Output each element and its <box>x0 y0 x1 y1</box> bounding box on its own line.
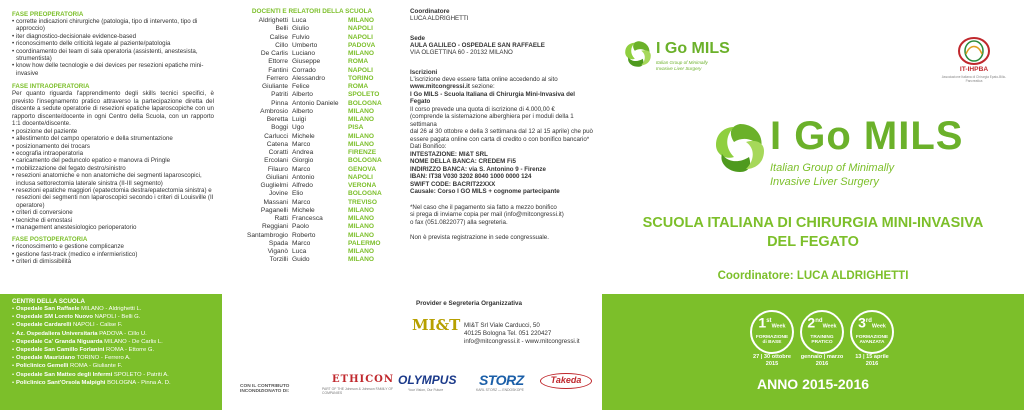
docente-city: ROMA <box>348 83 369 90</box>
week-type: FORMAZIONE <box>755 334 789 340</box>
list-item: • caricamento del peduncolo epatico e manovra di Pringle <box>12 157 214 164</box>
centro-detail: MILANO - De Carlis L. <box>104 338 163 345</box>
centro-name: Ospedale Mauriziano <box>16 355 75 362</box>
table-row <box>236 17 384 25</box>
docente-name: Guido <box>292 256 310 264</box>
centro-name: Az. Ospedaliera Universitaria <box>16 330 98 337</box>
table-row <box>236 166 384 174</box>
logo-big-sub <box>770 162 894 189</box>
docente-surname: Cillo <box>275 41 288 49</box>
ethicon-sub: PART OF THE Johnson & Johnson FAMILY OF COMPANIES <box>322 387 394 395</box>
storz-logo: STORZ <box>479 372 524 388</box>
centro-name: Ospedale San Raffaele <box>16 306 80 312</box>
docente-name: Elio <box>292 190 303 198</box>
isc-site-link[interactable]: www.mitcongressi.it <box>410 83 470 90</box>
docente-name: Paolo <box>292 223 309 231</box>
centro-name: Policlinico Sant'Orsola Malpighi <box>16 379 106 386</box>
olympus-logo: OLYMPUS <box>398 373 457 387</box>
docente-city: TREVISO <box>348 198 377 206</box>
table-row <box>236 174 384 182</box>
note-line: o fax (051.0822077) alla segreteria. <box>410 218 508 226</box>
list-item: • resezioni anatomiche e non anatomiche dei segmenti laparoscopici, inclusa settorectomia laterale sinistra (II-III segmento) <box>12 172 214 187</box>
docente-surname: Ferrero <box>266 74 288 82</box>
table-row <box>236 232 384 240</box>
isc-site-suffix: sezione: <box>469 83 495 90</box>
table-row <box>236 207 384 215</box>
week-1-badge <box>750 310 794 354</box>
docente-city: MILANO <box>348 140 375 148</box>
docente-surname: Reggiani <box>261 223 288 231</box>
docente-surname: Giuliante <box>261 83 288 90</box>
docente-city: MILANO <box>348 107 375 115</box>
ithpba-logo <box>934 36 1014 96</box>
table-row <box>236 50 384 58</box>
docente-surname: Paganelli <box>260 206 288 214</box>
week-label: Week <box>771 323 786 330</box>
docente-city: VERONA <box>348 182 377 189</box>
postop-heading: FASE POSTOPERATORIA <box>12 236 88 244</box>
docente-name: Michele <box>292 132 315 140</box>
docente-city: MILANO <box>348 256 375 264</box>
week-type: PRATICO <box>811 340 833 346</box>
olympus-sub: Your Vision, Our Future <box>408 388 444 392</box>
centro-name: Policlinico Gemelli <box>16 363 69 370</box>
docente-name: Francesca <box>292 215 323 222</box>
docente-city: MILANO <box>348 206 375 214</box>
sponsor-label: CON IL CONTRIBUTO INCONDIZIONATO DI: <box>240 384 290 394</box>
docente-surname: Ambrosio <box>260 107 288 115</box>
centro-item <box>12 321 216 329</box>
week-year: 2016 <box>865 360 879 367</box>
docente-surname: Torzilli <box>269 256 288 264</box>
docente-surname: Filauro <box>267 165 288 173</box>
table-row <box>236 108 384 116</box>
docente-city: NAPOLI <box>348 173 373 181</box>
bank-line: INDIRIZZO BANCA: via S. Antonino 9 - Firenze <box>410 165 546 173</box>
table-row <box>236 91 384 99</box>
provider-info <box>464 322 580 346</box>
table-row <box>236 25 384 33</box>
isc-text: Il corso prevede una quota di iscrizione di 4.000,00 € <box>410 105 555 113</box>
docente-surname: Santambrogio <box>246 231 288 239</box>
centri-list <box>12 305 216 387</box>
centro-detail: BOLOGNA - Pinna A. D. <box>107 379 171 386</box>
docente-city: FIRENZE <box>348 149 377 156</box>
list-item: • allestimento del campo operatorio e della strumentazione <box>12 135 214 142</box>
docente-surname: Catena <box>266 140 288 148</box>
docente-name: Marco <box>292 140 311 148</box>
week-type: di BASE <box>762 340 782 346</box>
takeda-logo: Takeda <box>540 373 592 389</box>
centro-detail: NAPOLI - Belli G. <box>94 314 141 321</box>
docente-name: Roberto <box>292 231 316 239</box>
igomils-big-logo <box>710 114 1010 208</box>
docente-surname: Pinna <box>271 99 288 107</box>
centro-detail: ROMA - Giuliante F. <box>70 363 123 370</box>
table-row <box>236 75 384 83</box>
provider-heading: Provider e Segreteria Organizzativa <box>416 300 523 307</box>
week-3-dates <box>842 354 902 367</box>
centro-item <box>12 313 216 321</box>
docente-surname: Coratti <box>268 149 288 156</box>
isc-text: essere pagata online con carta di credito o con bonifico bancario* <box>410 135 590 143</box>
isc-text: Dati Bonifico: <box>410 143 447 150</box>
docente-name: Umberto <box>292 41 318 49</box>
centro-item <box>12 330 216 338</box>
week-num: 2 <box>807 314 816 331</box>
bank-line: NOME DELLA BANCA: CREDEM Fi5 <box>410 158 516 165</box>
docente-surname: Viganò <box>267 248 288 255</box>
swirl-icon <box>622 38 654 70</box>
note-line: *Nel caso che il pagamento sia fatto a mezzo bonifico <box>410 203 557 211</box>
logo-small-sub2: Invasive Liver Surgery <box>656 65 702 71</box>
docente-name: Marco <box>292 198 311 206</box>
note-line: Non è prevista registrazione in sede congressuale. <box>410 234 549 241</box>
docente-name: Michele <box>292 206 315 214</box>
docente-city: TORINO <box>348 74 374 82</box>
table-row <box>236 215 384 223</box>
week-date: 13 | 15 aprile <box>855 354 889 360</box>
list-item: • riconoscimento delle criticità legate al paziente/patologia <box>12 40 214 47</box>
table-row <box>236 240 384 248</box>
centro-name: Ospedale SM Loreto Nuovo <box>16 314 93 321</box>
docenti-heading: DOCENTI E RELATORI DELLA SCUOLA <box>251 8 373 15</box>
centro-detail: PADOVA - Cillo U. <box>99 330 147 337</box>
sede-label: Sede <box>410 34 426 42</box>
mit-logo-text: MI&T <box>412 316 461 334</box>
docente-name: Alfredo <box>292 182 313 189</box>
docente-surname: Carlucci <box>264 132 288 140</box>
anno-label: ANNO 2015-2016 <box>756 376 870 392</box>
ithpba-emblem-icon <box>956 36 992 66</box>
docente-city: MILANO <box>348 50 375 57</box>
mit-logo <box>412 316 461 340</box>
iscrizioni-label: Iscrizioni <box>410 68 438 76</box>
intraop-list <box>12 128 214 232</box>
bank-line: INTESTAZIONE: MI&T SRL <box>410 150 488 158</box>
centro-item <box>12 371 216 379</box>
coordinatore-label: Coordinatore <box>410 8 450 15</box>
week-label: Week <box>822 323 837 330</box>
docente-city: BOLOGNA <box>348 99 382 107</box>
swirl-icon <box>710 118 770 178</box>
table-row <box>236 223 384 231</box>
docente-city: NAPOLI <box>348 33 373 41</box>
cover-green-band <box>602 294 1024 410</box>
docente-city: MILANO <box>348 223 375 231</box>
table-row <box>236 133 384 141</box>
centro-item <box>12 379 216 387</box>
docenti-table <box>236 17 384 265</box>
list-item: • corrette indicazioni chirurgiche (patologia, tipo di intervento, tipo di approccio) <box>12 18 214 33</box>
docente-city: BOLOGNA <box>348 157 382 165</box>
centro-detail: MILANO - Aldrighetti L. <box>81 306 142 312</box>
docente-city: NAPOLI <box>348 66 373 74</box>
sponsor-bar <box>222 370 602 410</box>
logo-small-sub1: Italian Group of Minimally <box>656 60 708 65</box>
docente-name: Marco <box>292 239 311 247</box>
docente-name: Alberto <box>292 91 313 99</box>
provider-line: 40125 Bologna Tel. 051 220427 <box>464 330 552 337</box>
logo-small-title: I Go MILS <box>656 40 730 57</box>
centro-detail: SPOLETO - Patriti A. <box>113 371 169 378</box>
table-row <box>236 199 384 207</box>
docente-name: Andrea <box>292 149 314 156</box>
list-item: • ecografia intraoperatoria <box>12 150 214 157</box>
isc-course: I Go MILS - Scuola Italiana di Chirurgia Mini-Invasiva del Fegato <box>410 90 576 105</box>
docente-surname: Ratti <box>274 215 288 222</box>
note-line: si prega di inviarne copia per mail (info@mitcongressi.it) <box>410 211 564 218</box>
docente-surname: Patriti <box>271 91 288 99</box>
docente-city: GENOVA <box>348 165 377 173</box>
docente-surname: Guglielmi <box>260 182 288 189</box>
docente-city: MILANO <box>348 17 375 24</box>
list-item: • tecniche di emostasi <box>12 217 214 224</box>
school-title-line2: DEL FEGATO <box>767 234 859 250</box>
docente-name: Marco <box>292 165 311 173</box>
table-row <box>236 157 384 165</box>
docente-city: MILANO <box>348 116 375 123</box>
docente-city: PADOVA <box>348 41 376 49</box>
docente-name: Luca <box>292 17 307 24</box>
centro-detail: ROMA - Ettorre G. <box>106 347 155 354</box>
ethicon-logo: ETHICON <box>332 374 394 385</box>
docente-city: MILANO <box>348 215 375 222</box>
table-row <box>236 100 384 108</box>
docente-name: Corrado <box>292 66 316 74</box>
docente-name: Antonio <box>292 173 315 181</box>
centro-name: Ospedale San Matteo degli Infermi <box>16 371 113 378</box>
docente-name: Giulio <box>292 25 309 33</box>
centro-name: Ospedale Cardarelli <box>16 322 72 329</box>
table-row <box>236 149 384 157</box>
week-3-badge <box>850 310 894 354</box>
coordinatore-name: LUCA ALDRIGHETTI <box>410 15 469 22</box>
provider-line: MI&T Srl Viale Carducci, 50 <box>464 322 540 329</box>
list-item: • mobilizzazione del fegato destro/sinistro <box>12 165 214 172</box>
docente-city: SPOLETO <box>348 91 380 99</box>
docente-surname: Fantini <box>268 66 288 74</box>
list-item: • gestione fast-track (medico e infermieristico) <box>12 251 214 258</box>
table-row <box>236 34 384 42</box>
isc-text: L'iscrizione deve essere fatta online accedendo al sito <box>410 75 558 83</box>
list-item: • riconoscimento e gestione complicanze <box>12 243 214 250</box>
docente-name: Alessandro <box>292 74 325 82</box>
list-item: • iter diagnostico-decisionale evidence-based <box>12 33 214 40</box>
week-type: AVANZATA <box>859 340 885 346</box>
docenti-panel <box>222 0 402 410</box>
igomils-small-logo <box>622 40 742 90</box>
list-item: • know how delle tecnologie e dei devices per resezioni epatiche mini-invasive <box>12 62 214 77</box>
docente-surname: De Carlis <box>260 50 288 57</box>
docente-city: NAPOLI <box>348 25 373 33</box>
table-row <box>236 248 384 256</box>
docente-city: MILANO <box>348 248 375 255</box>
docente-surname: Aldrighetti <box>258 17 288 24</box>
centro-detail: TORINO - Ferrero A. <box>76 355 131 362</box>
docente-surname: Beretta <box>266 116 288 123</box>
docente-name: Giuseppe <box>292 58 321 66</box>
list-item: • coordinamento dei team di sala operatoria (assistenti, anestesista, strumentista) <box>12 48 214 63</box>
bank-line: IBAN: IT38 V030 3202 8040 1000 0000 124 <box>410 173 532 180</box>
centri-heading: CENTRI DELLA SCUOLA <box>12 298 85 305</box>
table-row <box>236 67 384 75</box>
sede-line1: AULA GALILEO - OSPEDALE SAN RAFFAELE <box>410 41 545 49</box>
docente-city: ROMA <box>348 58 369 66</box>
docente-name: Luciano <box>292 50 316 57</box>
docente-name: Ugo <box>292 124 305 132</box>
centri-section <box>0 294 222 410</box>
week-type: TRAINING <box>810 334 834 340</box>
bank-line: Causale: Corso I GO MILS + cognome partecipante <box>410 188 560 195</box>
docente-surname: Belli <box>275 25 288 33</box>
table-row <box>236 83 384 91</box>
docente-name: Fulvio <box>292 33 310 41</box>
docente-name: Luigi <box>292 116 306 123</box>
sede-line2: VIA OLGETTINA 60 - 20132 MILANO <box>410 49 513 56</box>
table-row <box>236 124 384 132</box>
isc-text: (comprende la sistemazione alberghiera per i moduli della 1 settimana <box>410 113 574 128</box>
docente-surname: Giuliani <box>266 173 288 181</box>
docente-surname: Ettorre <box>268 58 288 66</box>
docente-city: PALERMO <box>348 239 381 247</box>
logo-big-sub2: Invasive Liver Surgery <box>770 175 879 188</box>
table-row <box>236 58 384 66</box>
docente-surname: Spada <box>268 239 288 247</box>
docente-surname: Jovine <box>268 190 288 198</box>
logo-big-title: I Go MILS <box>770 114 964 158</box>
week-date: gennaio | marzo <box>800 354 844 360</box>
docente-name: Giorgio <box>292 157 314 165</box>
storz-sub: KARL STORZ — ENDOSKOPE <box>476 388 524 392</box>
intraop-intro: Per quanto riguarda l'apprendimento degli skills tecnici specifici, è previsto l'insegnamento pratico attraverso la partecipazione diretta del discente a sedute operatorie di resezioni epatiche laparoscopiche con un rapporto discente/docente in ogni Centro della Scuola, con un rapporto 1:1 docente/discente. <box>12 90 214 128</box>
logo-small-sub <box>656 60 708 71</box>
week-type: FORMAZIONE <box>855 334 889 340</box>
centro-name: Ospedale San Camillo Forlanini <box>16 347 105 354</box>
logo-big-sub1: Italian Group of Minimally <box>770 162 895 174</box>
centro-item <box>12 338 216 346</box>
docente-name: Luca <box>292 248 307 255</box>
centro-item <box>12 346 216 354</box>
centro-detail: NAPOLI - Calise F. <box>72 322 123 329</box>
list-item: • criteri di conversione <box>12 209 214 216</box>
ithpba-label: IT-IHPBA <box>959 66 989 73</box>
week-year: 2016 <box>815 360 829 367</box>
intraop-heading: FASE INTRAOPERATORIA <box>12 83 90 91</box>
docente-city: MILANO <box>348 132 375 140</box>
preop-list <box>12 18 214 77</box>
week-suffix: nd <box>815 318 823 324</box>
table-row <box>236 182 384 190</box>
week-num: 3 <box>858 314 866 331</box>
week-2-badge <box>800 310 844 354</box>
postop-list <box>12 243 214 265</box>
docente-surname: Ercolani <box>264 157 288 165</box>
docente-name: Felice <box>292 83 310 90</box>
list-item: • resezioni epatiche maggiori (epatectomia destra/epatectomia sinistra) e resezioni dei segmenti non laparoscopici secondo i criteri di Louisville (II operatore) <box>12 187 214 209</box>
week-num: 1 <box>758 314 767 331</box>
week-label: Week <box>871 323 886 330</box>
list-item: • management anestesiologico perioperatorio <box>12 224 214 231</box>
centro-item <box>12 362 216 370</box>
docente-city: PISA <box>348 124 364 132</box>
week-date: 27 | 30 ottobre <box>753 354 791 360</box>
school-title <box>602 214 1024 252</box>
table-row <box>236 256 384 264</box>
table-row <box>236 190 384 198</box>
week-suffix: rd <box>865 318 872 324</box>
preop-heading: FASE PREOPERATORIA <box>12 11 84 18</box>
table-row <box>236 116 384 124</box>
list-item: • posizionamento dei trocars <box>12 143 214 150</box>
list-item: • criteri di dimissibilità <box>12 258 214 265</box>
docente-surname: Calise <box>269 33 288 41</box>
centro-item <box>12 354 216 362</box>
week-year: 2015 <box>765 360 779 367</box>
centro-item <box>12 305 216 313</box>
ithpba-sub: Associazione Italiana di Chirurgia Epato-Bilio-Pancreatica <box>941 75 1007 83</box>
bank-line: SWIFT CODE: BACRIT22XXX <box>410 180 496 188</box>
provider-line: info@mitcongressi.it - www.mitcongressi.it <box>464 338 580 345</box>
cover-coordinator: Coordinatore: LUCA ALDRIGHETTI <box>717 270 909 282</box>
docente-surname: Boggi <box>271 124 288 132</box>
docente-city: BOLOGNA <box>348 190 382 198</box>
table-row <box>236 42 384 50</box>
list-item: • posizione del paziente <box>12 128 214 135</box>
docente-name: Alberto <box>292 107 313 115</box>
docente-surname: Massani <box>263 198 288 206</box>
centro-name: Ospedale Ca' Granda Niguarda <box>16 338 103 345</box>
table-row <box>236 141 384 149</box>
week-suffix: st <box>766 318 772 324</box>
isc-text: dal 26 al 30 ottobre e della 3 settimana dal 12 al 15 aprile) che può <box>410 128 593 135</box>
school-title-line1: SCUOLA ITALIANA DI CHIRURGIA MINI-INVASIVA <box>642 215 984 231</box>
docente-name: Antonio Daniele <box>292 99 339 107</box>
docente-city: MILANO <box>348 231 375 239</box>
